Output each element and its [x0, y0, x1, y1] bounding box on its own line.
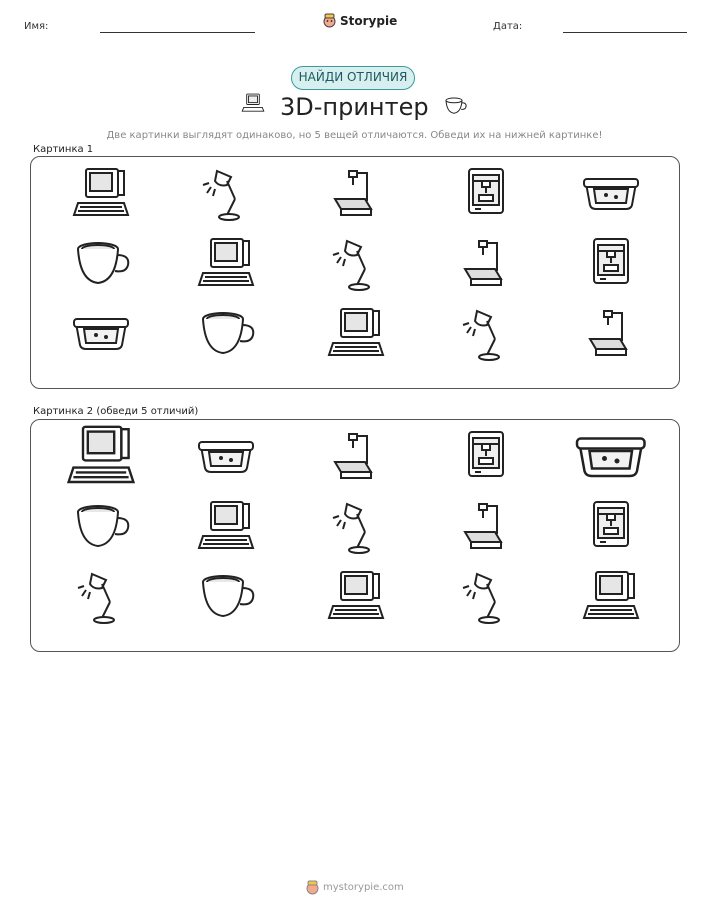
cup-icon[interactable] [66, 498, 136, 558]
scale-icon [576, 305, 646, 365]
3d-printer-icon-drawing [451, 428, 521, 488]
desk-lamp-icon-drawing [321, 235, 391, 295]
container-icon-drawing [66, 305, 136, 365]
desk-lamp-icon[interactable] [451, 568, 521, 628]
cup-icon [191, 305, 261, 365]
picture1-panel [30, 156, 680, 389]
desk-lamp-icon-drawing [66, 568, 136, 628]
cup-icon-drawing [191, 305, 261, 365]
scale-icon [451, 235, 521, 295]
computer-icon-drawing [576, 568, 646, 628]
3d-printer-icon [576, 235, 646, 295]
container-icon [576, 165, 646, 225]
3d-printer-icon-drawing [451, 165, 521, 225]
3d-printer-icon[interactable] [576, 498, 646, 558]
desk-lamp-icon-drawing [451, 305, 521, 365]
container-icon-drawing [191, 428, 261, 488]
container-icon[interactable] [191, 428, 261, 488]
scale-icon[interactable] [451, 498, 521, 558]
computer-icon-drawing [59, 422, 143, 494]
storypie-mascot-icon [306, 880, 319, 895]
desk-lamp-icon [191, 165, 261, 225]
desk-lamp-icon[interactable] [66, 568, 136, 628]
container-icon [66, 305, 136, 365]
desk-lamp-icon-drawing [191, 165, 261, 225]
storypie-mascot-icon [323, 13, 336, 28]
activity-badge: НАЙДИ ОТЛИЧИЯ [291, 66, 415, 90]
computer-icon[interactable] [576, 568, 646, 628]
computer-icon [321, 305, 391, 365]
3d-printer-icon-drawing [576, 498, 646, 558]
scale-icon-drawing [576, 305, 646, 365]
desk-lamp-icon [321, 235, 391, 295]
desk-lamp-icon-drawing [451, 568, 521, 628]
computer-icon [191, 235, 261, 295]
footer [306, 880, 404, 895]
computer-icon [240, 90, 266, 116]
cup-icon [66, 235, 136, 295]
name-field[interactable] [100, 32, 255, 33]
scale-icon [321, 165, 391, 225]
footer-site: mystorypie.com [323, 882, 404, 893]
date-field[interactable] [563, 32, 687, 33]
cup-icon-drawing [66, 235, 136, 295]
computer-icon [66, 165, 136, 225]
computer-icon[interactable] [191, 498, 261, 558]
picture2-panel[interactable] [30, 419, 680, 652]
cup-icon-drawing [66, 498, 136, 558]
computer-icon-drawing [66, 165, 136, 225]
container-icon[interactable] [567, 421, 655, 496]
cup-icon-drawing [191, 568, 261, 628]
desk-lamp-icon [451, 305, 521, 365]
container-icon-drawing [576, 165, 646, 225]
date-label: Дата: [493, 21, 523, 32]
scale-icon-drawing [321, 428, 391, 488]
3d-printer-icon [451, 165, 521, 225]
3d-printer-icon-drawing [576, 235, 646, 295]
computer-icon[interactable] [321, 568, 391, 628]
brand-logo [323, 13, 397, 28]
cup-icon[interactable] [191, 568, 261, 628]
name-label: Имя: [24, 21, 49, 32]
scale-icon[interactable] [321, 428, 391, 488]
brand-name: Storypie [340, 13, 398, 28]
page-title: 3D-принтер [280, 93, 429, 121]
computer-icon-drawing [191, 498, 261, 558]
picture1-caption: Картинка 1 [33, 144, 94, 155]
desk-lamp-icon-drawing [321, 498, 391, 558]
scale-icon-drawing [451, 498, 521, 558]
instructions: Две картинки выглядят одинаково, но 5 вещей отличаются. Обведи их на нижней картинке! [106, 130, 603, 141]
picture2-caption: Картинка 2 (обведи 5 отличий) [33, 406, 199, 417]
computer-icon[interactable] [59, 422, 143, 494]
cup-icon [442, 94, 470, 118]
scale-icon-drawing [321, 165, 391, 225]
computer-icon-drawing [321, 568, 391, 628]
desk-lamp-icon[interactable] [321, 498, 391, 558]
computer-icon-drawing [191, 235, 261, 295]
container-icon-drawing [567, 421, 655, 496]
computer-icon-drawing [321, 305, 391, 365]
scale-icon-drawing [451, 235, 521, 295]
3d-printer-icon[interactable] [451, 428, 521, 488]
